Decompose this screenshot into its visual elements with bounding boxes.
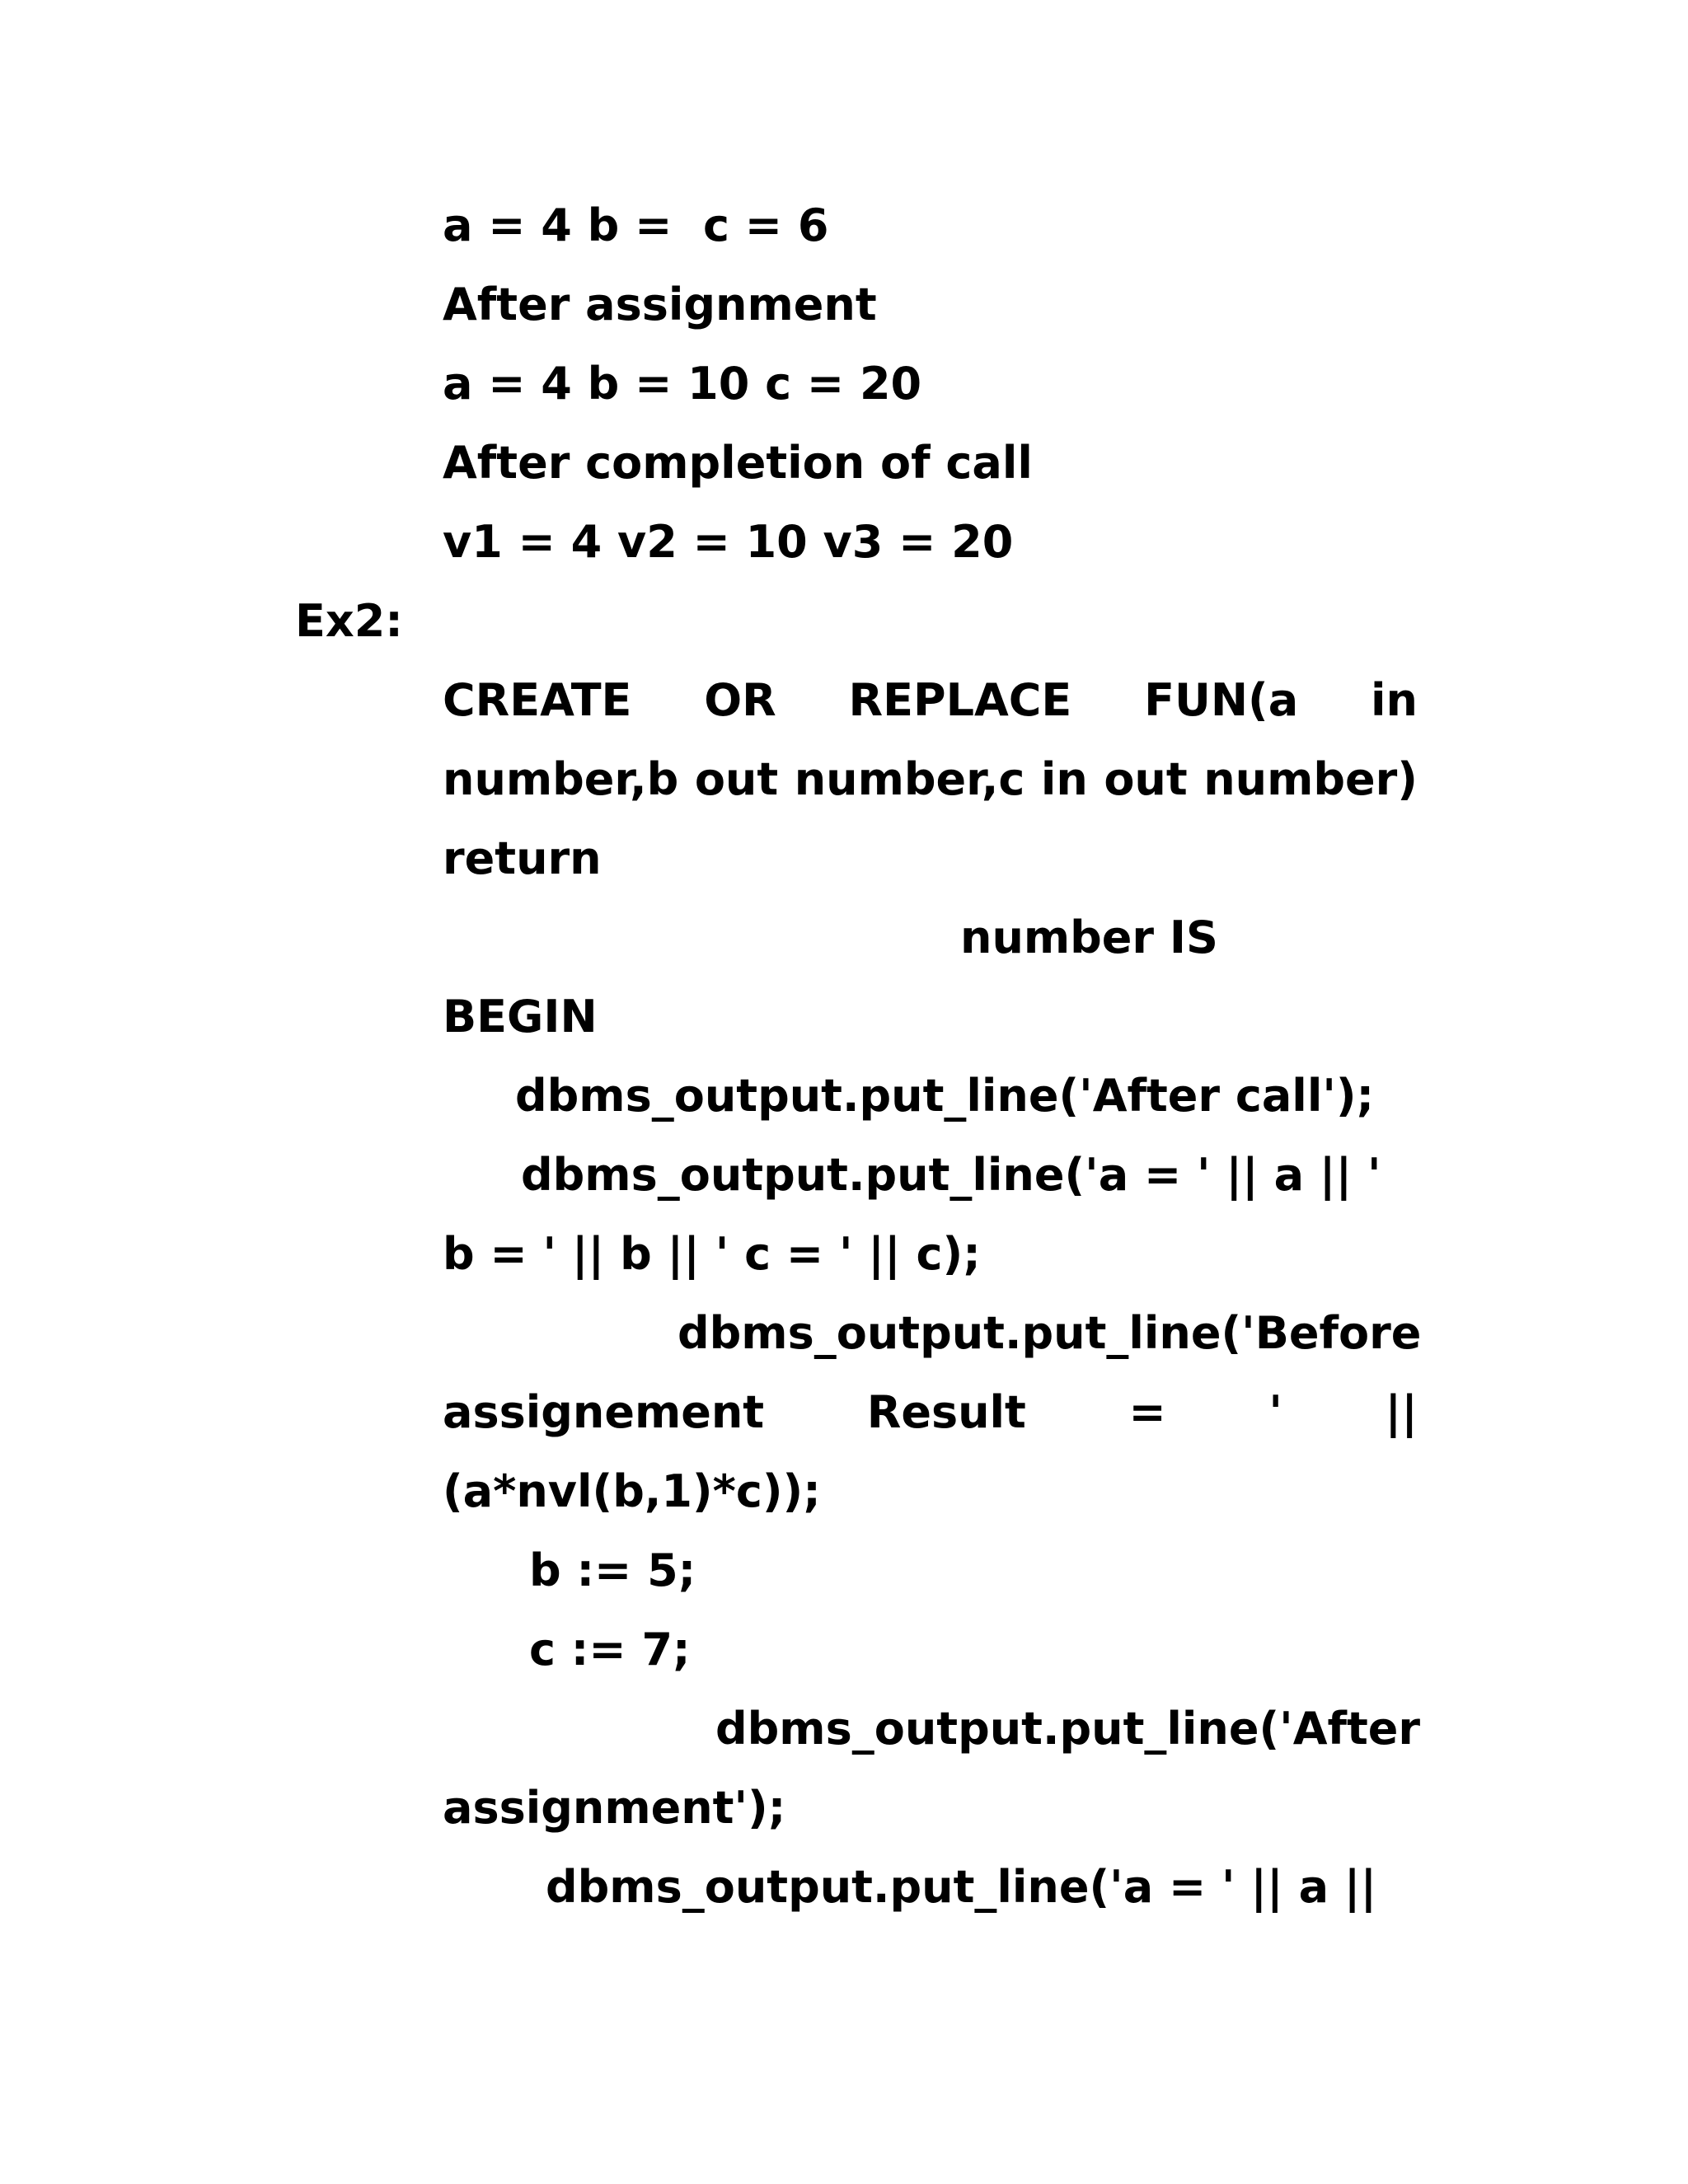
code-word: out: [1104, 753, 1188, 805]
code-line-nvl: (a*nvl(b,1)*c));: [443, 1465, 821, 1517]
code-line-put-values-2: dbms_output.put_line('a = ' || a ||: [546, 1861, 1377, 1913]
code-line-put-values: dbms_output.put_line('a = ' || a || ': [521, 1149, 1381, 1201]
code-line-put-after-cont: assignment');: [443, 1782, 786, 1834]
code-word: number): [1203, 753, 1418, 805]
output-line-initial-values: a = 4 b = c = 6: [443, 199, 829, 251]
code-line-b-assign: b := 5;: [529, 1544, 696, 1596]
output-line-final-values: v1 = 4 v2 = 10 v3 = 20: [443, 516, 1014, 568]
code-word: ': [1268, 1386, 1282, 1438]
code-word: OR: [704, 674, 776, 726]
code-word: number,c: [794, 753, 1025, 805]
code-line-params: [443, 753, 1418, 805]
code-line-create: [443, 674, 1418, 726]
example-heading: Ex2:: [295, 595, 403, 647]
output-line-after-assignment: After assignment: [443, 279, 877, 330]
code-line-assignement-result: [443, 1386, 1418, 1438]
code-word: out: [694, 753, 779, 805]
code-word: REPLACE: [848, 674, 1072, 726]
code-word: FUN(a: [1144, 674, 1299, 726]
code-line-put-after: dbms_output.put_line('After: [715, 1703, 1421, 1755]
code-line-put-before: dbms_output.put_line('Before: [678, 1307, 1422, 1359]
code-line-put-values-cont: b = ' || b || ' c = ' || c);: [443, 1228, 981, 1280]
code-line-put-after-call: dbms_output.put_line('After call');: [515, 1070, 1375, 1122]
code-word: number,b: [443, 753, 679, 805]
code-word: ||: [1385, 1386, 1418, 1438]
code-line-return: return: [443, 832, 602, 884]
code-line-c-assign: c := 7;: [529, 1624, 691, 1675]
code-word: assignement: [443, 1386, 765, 1438]
output-line-assigned-values: a = 4 b = 10 c = 20: [443, 358, 922, 410]
code-word: in: [1371, 674, 1418, 726]
code-word: =: [1128, 1386, 1166, 1438]
code-word: CREATE: [443, 674, 632, 726]
code-word: in: [1040, 753, 1088, 805]
code-line-number-is: number IS: [960, 912, 1218, 963]
code-word: Result: [866, 1386, 1026, 1438]
code-line-begin: BEGIN: [443, 991, 598, 1043]
output-line-after-completion: After completion of call: [443, 437, 1033, 489]
